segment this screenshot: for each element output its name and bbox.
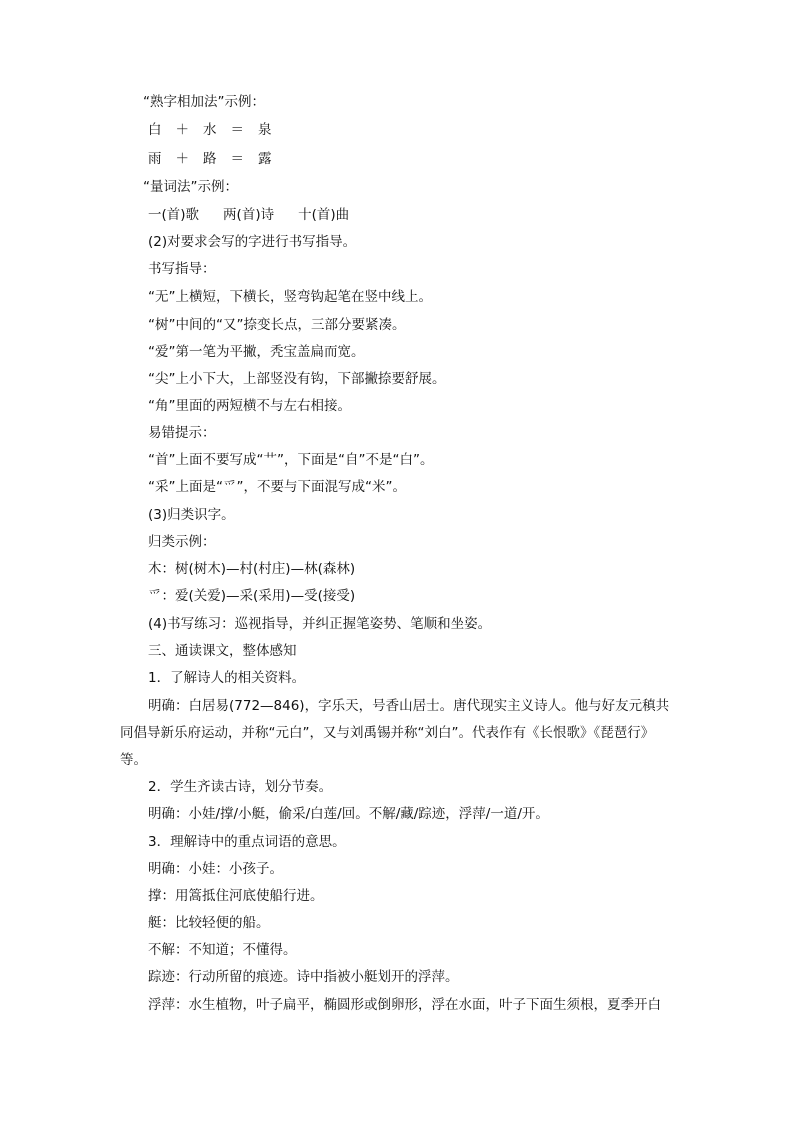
text-line: “无”上横短，下横长，竖弯钩起笔在竖中线上。 (148, 289, 432, 305)
char: 路 (203, 151, 217, 167)
char: 露 (258, 151, 272, 167)
operator: ＝ (230, 122, 244, 138)
measure-item: 十(首)曲 (298, 207, 350, 223)
char: 水 (203, 122, 217, 138)
equation-line (148, 149, 286, 169)
text-line: 书写指导： (148, 261, 216, 277)
text-line: 撑：用篙抵住河底使船行进。 (148, 888, 324, 904)
measure-item: 一(首)歌 (148, 207, 200, 223)
text-line: 等。 (120, 752, 147, 768)
operator: ＋ (175, 151, 189, 167)
text-line: 踪迹：行动所留的痕迹。诗中指被小艇划开的浮萍。 (148, 969, 459, 985)
text-line: “量词法”示例： (143, 179, 238, 195)
text-line: “熟字相加法”示例： (143, 94, 265, 110)
char: 雨 (148, 151, 162, 167)
section-heading: 三、通读课文，整体感知 (148, 643, 297, 659)
text-line: “采”上面是“爫”，不要与下面混写成“米”。 (148, 479, 406, 495)
text-line: 木：树(树木)—村(村庄)—林(森林) (148, 561, 356, 577)
text-line: (3)归类识字。 (148, 507, 235, 523)
text-line: 艇：比较轻便的船。 (148, 915, 270, 931)
text-line: 3．理解诗中的重点词语的意思。 (148, 834, 346, 850)
text-line: “角”里面的两短横不与左右相接。 (148, 398, 351, 414)
text-line: “首”上面不要写成“艹”，下面是“自”不是“白”。 (148, 452, 434, 468)
text-line: 同倡导新乐府运动，并称“元白”，又与刘禹锡并称“刘白”。代表作有《长恨歌》《琵琶行》 (120, 725, 655, 741)
char: 白 (148, 122, 162, 138)
text-line: (4)书写练习：巡视指导，并纠正握笔姿势、笔顺和坐姿。 (148, 616, 492, 632)
text-line: 明确：小娃/撑/小艇，偷采/白莲/回。不解/藏/踪迹，浮萍/一道/开。 (148, 806, 549, 822)
measure-examples (148, 205, 349, 225)
text-line: 易错提示： (148, 425, 216, 441)
operator: ＝ (230, 151, 244, 167)
text-line: 爫：爱(关爱)—采(采用)—受(接受) (148, 588, 356, 604)
text-line: 明确：小娃：小孩子。 (148, 861, 283, 877)
text-line: 归类示例： (148, 534, 216, 550)
equation-line (148, 120, 286, 140)
operator: ＋ (175, 122, 189, 138)
measure-item: 两(首)诗 (223, 207, 275, 223)
text-line: 2．学生齐读古诗，划分节奏。 (148, 779, 333, 795)
text-line: 浮萍：水生植物，叶子扁平，椭圆形或倒卵形，浮在水面，叶子下面生须根，夏季开白 (148, 997, 661, 1013)
char: 泉 (258, 122, 272, 138)
text-line: 1．了解诗人的相关资料。 (148, 670, 306, 686)
text-line: (2)对要求会写的字进行书写指导。 (148, 234, 357, 250)
text-line: “树”中间的“又”捺变长点，三部分要紧凑。 (148, 317, 406, 333)
text-line: “尖”上小下大，上部竖没有钩，下部撇捺要舒展。 (148, 371, 446, 387)
text-line: “爱”第一笔为平撇，秃宝盖扁而宽。 (148, 344, 365, 360)
text-line: 不解：不知道；不懂得。 (148, 942, 297, 958)
text-line: 明确：白居易(772—846)，字乐天，号香山居士。唐代现实主义诗人。他与好友元稹共 (148, 698, 670, 714)
